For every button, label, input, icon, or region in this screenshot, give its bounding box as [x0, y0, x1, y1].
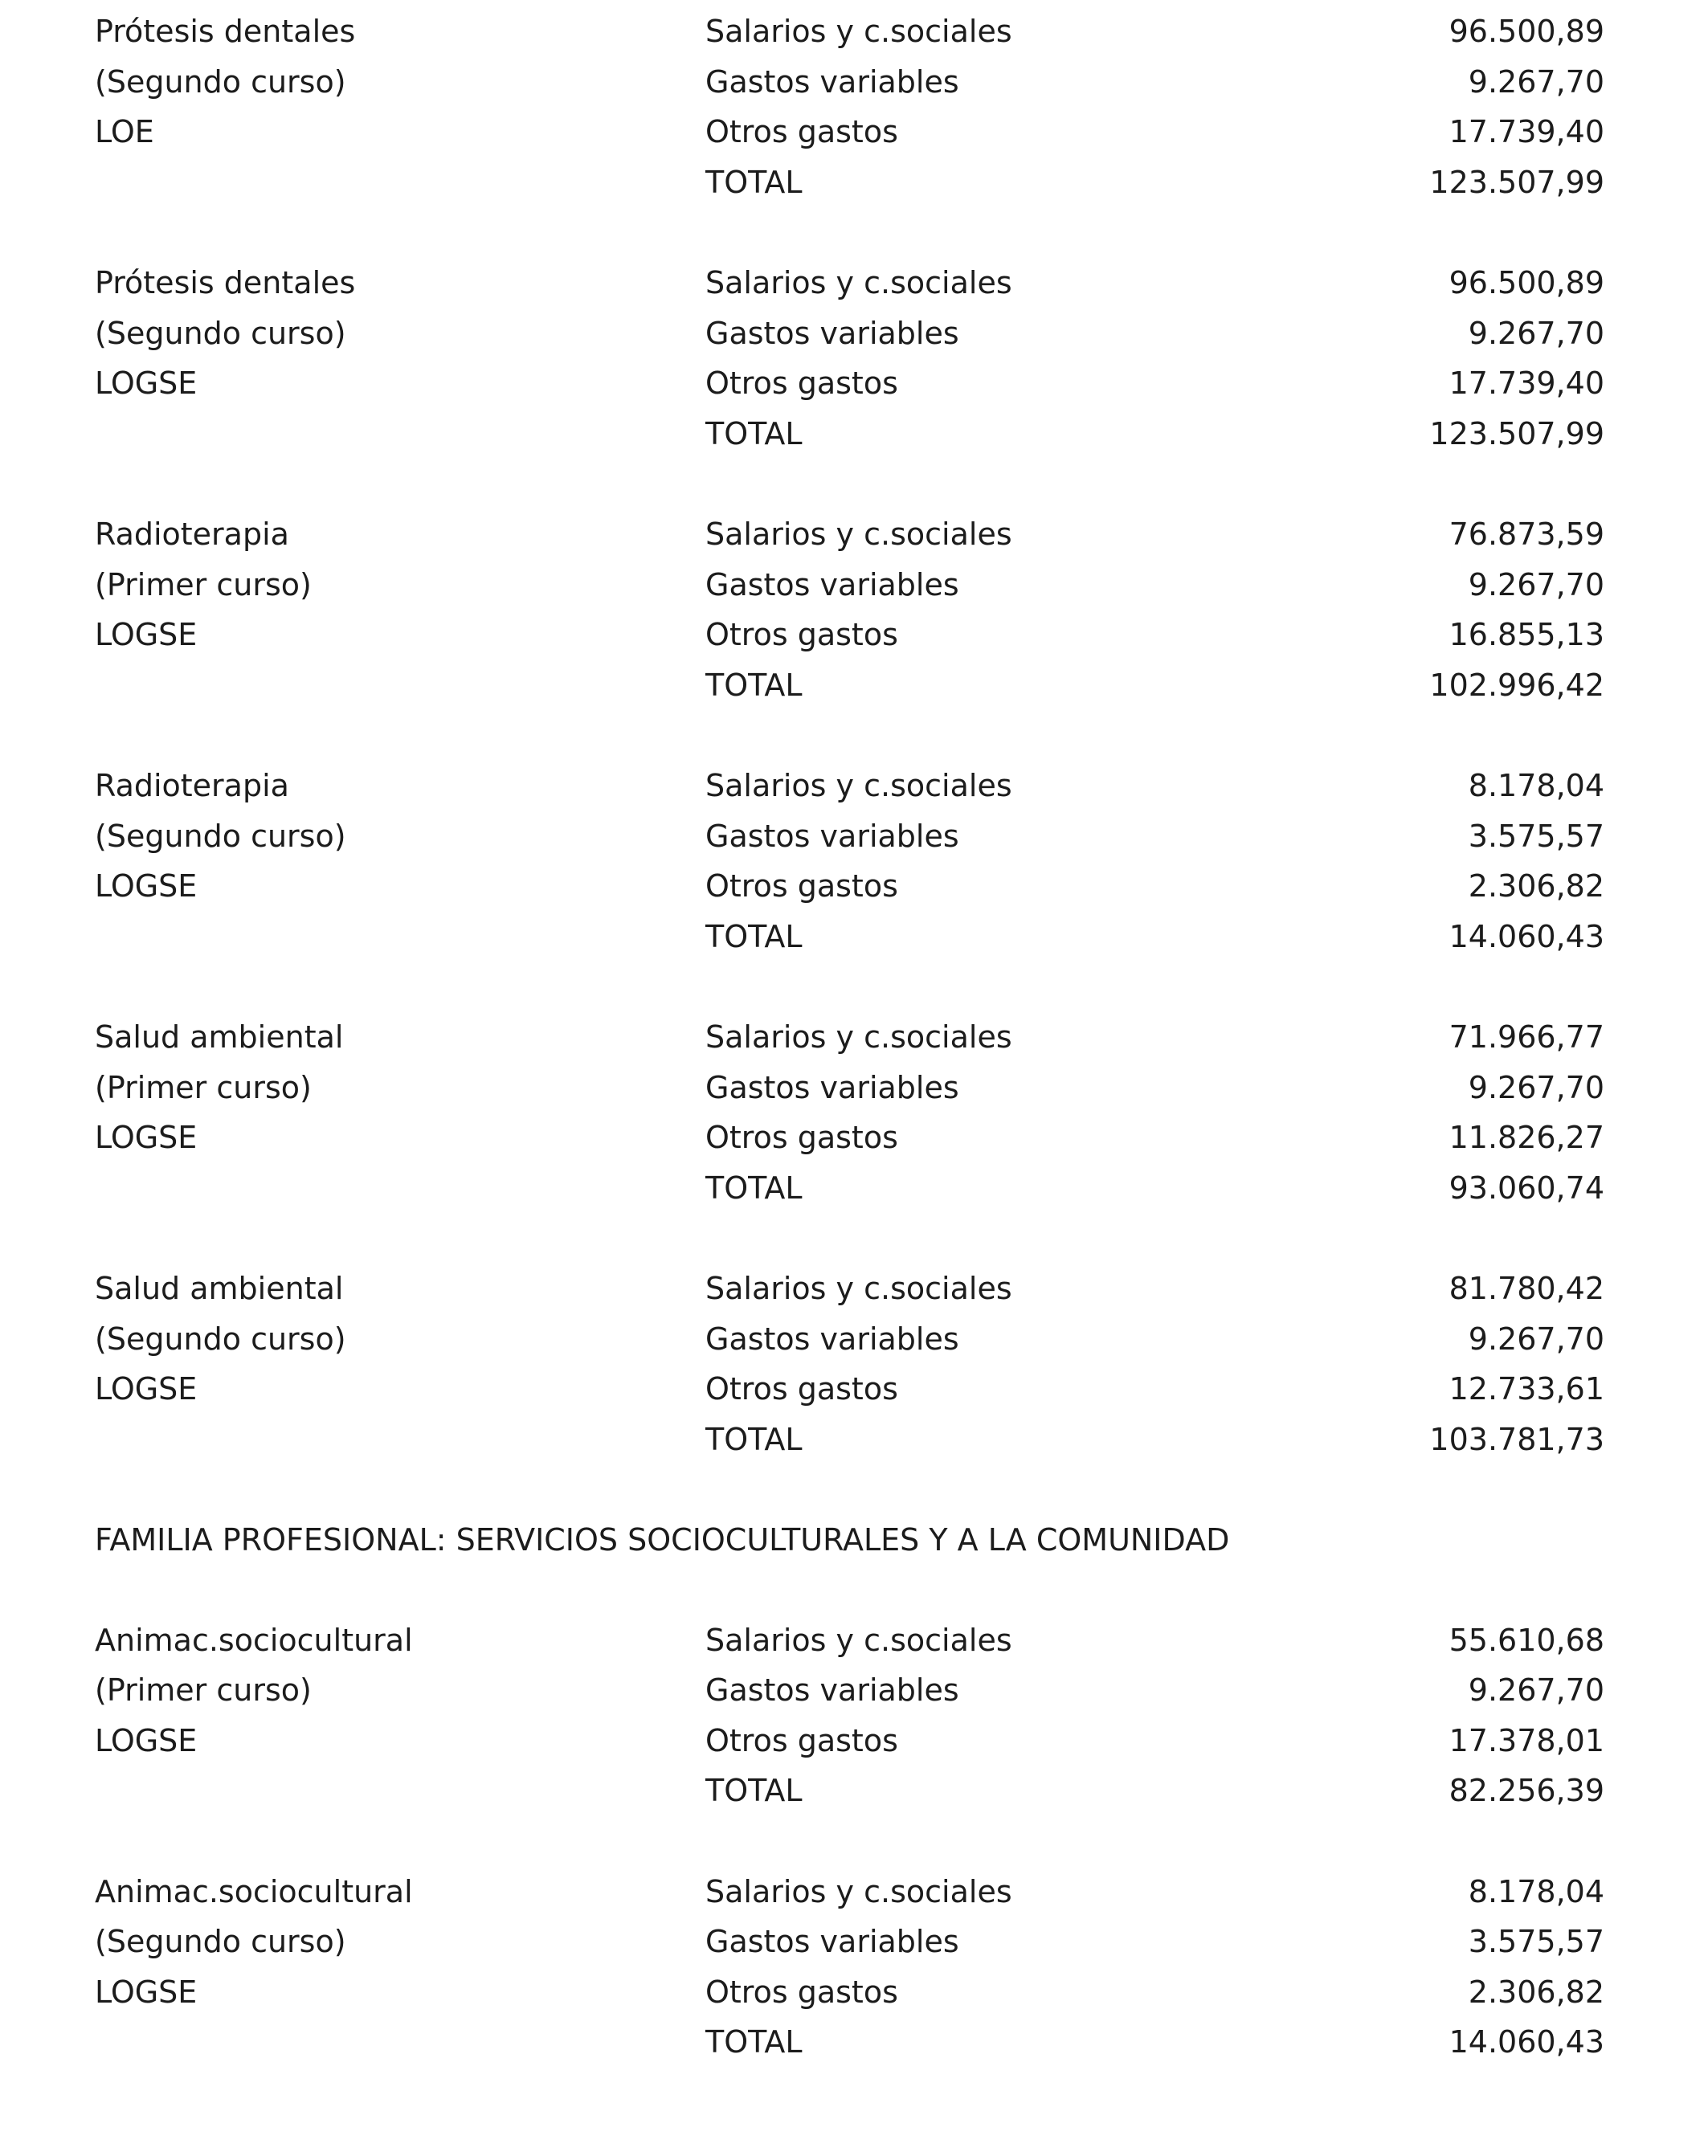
cost-concept: Salarios y c.sociales	[705, 1873, 1012, 1909]
program-law: LOGSE	[95, 1974, 198, 2010]
total-amount: 123.507,99	[1429, 164, 1604, 200]
total-row	[0, 1415, 1708, 1465]
cost-concept: Gastos variables	[705, 1672, 959, 1708]
total-amount: 14.060,43	[1449, 918, 1604, 954]
cost-amount: 3.575,57	[1468, 818, 1604, 854]
program-name: Prótesis dentales	[95, 14, 356, 49]
cost-amount: 2.306,82	[1468, 1974, 1604, 2010]
cost-amount: 55.610,68	[1449, 1622, 1604, 1658]
cost-amount: 8.178,04	[1468, 768, 1604, 803]
program-name: Salud ambiental	[95, 1271, 344, 1306]
cost-row	[0, 1917, 1708, 1967]
cost-concept: Otros gastos	[705, 114, 898, 149]
cost-row	[0, 1364, 1708, 1415]
cost-amount: 9.267,70	[1468, 1672, 1604, 1708]
cost-concept: Salarios y c.sociales	[705, 1622, 1012, 1658]
total-label: TOTAL	[705, 2024, 803, 2060]
total-amount: 93.060,74	[1449, 1170, 1604, 1206]
program-course: (Primer curso)	[95, 1069, 312, 1105]
cost-row	[0, 1665, 1708, 1716]
program-law: LOGSE	[95, 868, 198, 904]
total-label: TOTAL	[705, 1421, 803, 1457]
cost-amount: 11.826,27	[1449, 1120, 1604, 1155]
cost-row	[0, 509, 1708, 560]
program-name: Animac.sociocultural	[95, 1873, 413, 1909]
total-label: TOTAL	[705, 1773, 803, 1808]
cost-row	[0, 761, 1708, 811]
cost-concept: Otros gastos	[705, 617, 898, 652]
total-label: TOTAL	[705, 918, 803, 954]
cost-concept: Gastos variables	[705, 1924, 959, 1959]
total-amount: 102.996,42	[1429, 667, 1604, 703]
program-law: LOGSE	[95, 1722, 198, 1758]
cost-concept: Salarios y c.sociales	[705, 265, 1012, 300]
cost-row	[0, 308, 1708, 359]
cost-concept: Gastos variables	[705, 63, 959, 100]
program-name: Salud ambiental	[95, 1019, 344, 1055]
cost-group	[0, 6, 1708, 207]
cost-concept: Salarios y c.sociales	[705, 517, 1012, 552]
cost-row	[0, 57, 1708, 108]
cost-amount: 9.267,70	[1468, 1321, 1604, 1357]
total-row	[0, 912, 1708, 962]
cost-row	[0, 811, 1708, 862]
total-row	[0, 409, 1708, 459]
cost-amount: 3.575,57	[1468, 1924, 1604, 1959]
cost-amount: 81.780,42	[1449, 1271, 1604, 1306]
cost-concept: Otros gastos	[705, 1371, 898, 1407]
cost-concept: Otros gastos	[705, 1722, 898, 1758]
program-law: LOGSE	[95, 365, 198, 401]
program-course: (Segundo curso)	[95, 818, 346, 854]
cost-group	[0, 258, 1708, 459]
cost-row	[0, 610, 1708, 660]
total-row	[0, 1163, 1708, 1214]
cost-amount: 96.500,89	[1449, 265, 1604, 300]
cost-amount: 17.739,40	[1449, 114, 1604, 149]
cost-amount: 17.378,01	[1449, 1722, 1604, 1758]
program-course: (Segundo curso)	[95, 63, 346, 100]
cost-group	[0, 761, 1708, 962]
total-amount: 123.507,99	[1429, 415, 1604, 451]
cost-amount: 9.267,70	[1468, 566, 1604, 602]
total-label: TOTAL	[705, 415, 803, 451]
program-law: LOE	[95, 114, 154, 149]
program-law: LOGSE	[95, 1371, 198, 1407]
cost-row	[0, 1314, 1708, 1365]
cost-concept: Salarios y c.sociales	[705, 14, 1012, 49]
cost-amount: 9.267,70	[1468, 1069, 1604, 1105]
total-label: TOTAL	[705, 164, 803, 200]
cost-row	[0, 107, 1708, 157]
cost-row	[0, 1012, 1708, 1063]
program-law: LOGSE	[95, 617, 198, 652]
cost-row	[0, 1264, 1708, 1314]
total-row	[0, 157, 1708, 208]
total-amount: 82.256,39	[1449, 1773, 1604, 1808]
program-name: Prótesis dentales	[95, 265, 356, 300]
cost-amount: 96.500,89	[1449, 14, 1604, 49]
program-name: Animac.sociocultural	[95, 1622, 413, 1658]
program-law: LOGSE	[95, 1120, 198, 1155]
cost-row	[0, 861, 1708, 912]
total-label: TOTAL	[705, 1170, 803, 1206]
cost-amount: 8.178,04	[1468, 1873, 1604, 1909]
program-name: Radioterapia	[95, 768, 289, 803]
program-course: (Segundo curso)	[95, 1924, 346, 1959]
cost-concept: Gastos variables	[705, 1069, 959, 1105]
cost-group	[0, 1264, 1708, 1464]
cost-amount: 17.739,40	[1449, 365, 1604, 401]
cost-row	[0, 358, 1708, 409]
program-course: (Segundo curso)	[95, 315, 346, 351]
program-course: (Primer curso)	[95, 566, 312, 602]
cost-group	[0, 1867, 1708, 2068]
total-amount: 14.060,43	[1449, 2024, 1604, 2060]
cost-amount: 71.966,77	[1449, 1019, 1604, 1055]
program-course: (Segundo curso)	[95, 1321, 346, 1357]
total-amount: 103.781,73	[1429, 1421, 1604, 1457]
cost-row	[0, 1063, 1708, 1113]
cost-concept: Salarios y c.sociales	[705, 768, 1012, 803]
cost-row	[0, 6, 1708, 57]
cost-row	[0, 1615, 1708, 1666]
cost-row	[0, 1967, 1708, 2018]
family-heading-row	[0, 1515, 1708, 1566]
cost-amount: 9.267,70	[1468, 63, 1604, 100]
cost-amount: 9.267,70	[1468, 315, 1604, 351]
cost-row	[0, 1867, 1708, 1917]
cost-concept: Otros gastos	[705, 365, 898, 401]
cost-amount: 76.873,59	[1449, 517, 1604, 552]
cost-group	[0, 509, 1708, 710]
cost-concept: Gastos variables	[705, 1321, 959, 1357]
cost-concept: Gastos variables	[705, 818, 959, 854]
cost-concept: Otros gastos	[705, 868, 898, 904]
cost-amount: 12.733,61	[1449, 1371, 1604, 1407]
cost-row	[0, 258, 1708, 308]
cost-concept: Salarios y c.sociales	[705, 1019, 1012, 1055]
program-course: (Primer curso)	[95, 1672, 312, 1708]
cost-concept: Salarios y c.sociales	[705, 1271, 1012, 1306]
program-name: Radioterapia	[95, 517, 289, 552]
cost-group	[0, 1012, 1708, 1213]
total-label: TOTAL	[705, 667, 803, 703]
family-heading: FAMILIA PROFESIONAL: SERVICIOS SOCIOCULTURALES Y A LA COMUNIDAD	[95, 1522, 1230, 1558]
cost-group	[0, 1615, 1708, 1816]
cost-amount: 2.306,82	[1468, 868, 1604, 904]
document-page	[0, 6, 1708, 2118]
cost-row	[0, 1113, 1708, 1163]
cost-amount: 16.855,13	[1449, 617, 1604, 652]
total-row	[0, 1766, 1708, 1816]
total-row	[0, 660, 1708, 711]
cost-concept: Otros gastos	[705, 1120, 898, 1155]
cost-concept: Gastos variables	[705, 315, 959, 351]
cost-row	[0, 1716, 1708, 1766]
cost-concept: Gastos variables	[705, 566, 959, 602]
cost-concept: Otros gastos	[705, 1974, 898, 2010]
total-row	[0, 2017, 1708, 2068]
cost-row	[0, 560, 1708, 610]
